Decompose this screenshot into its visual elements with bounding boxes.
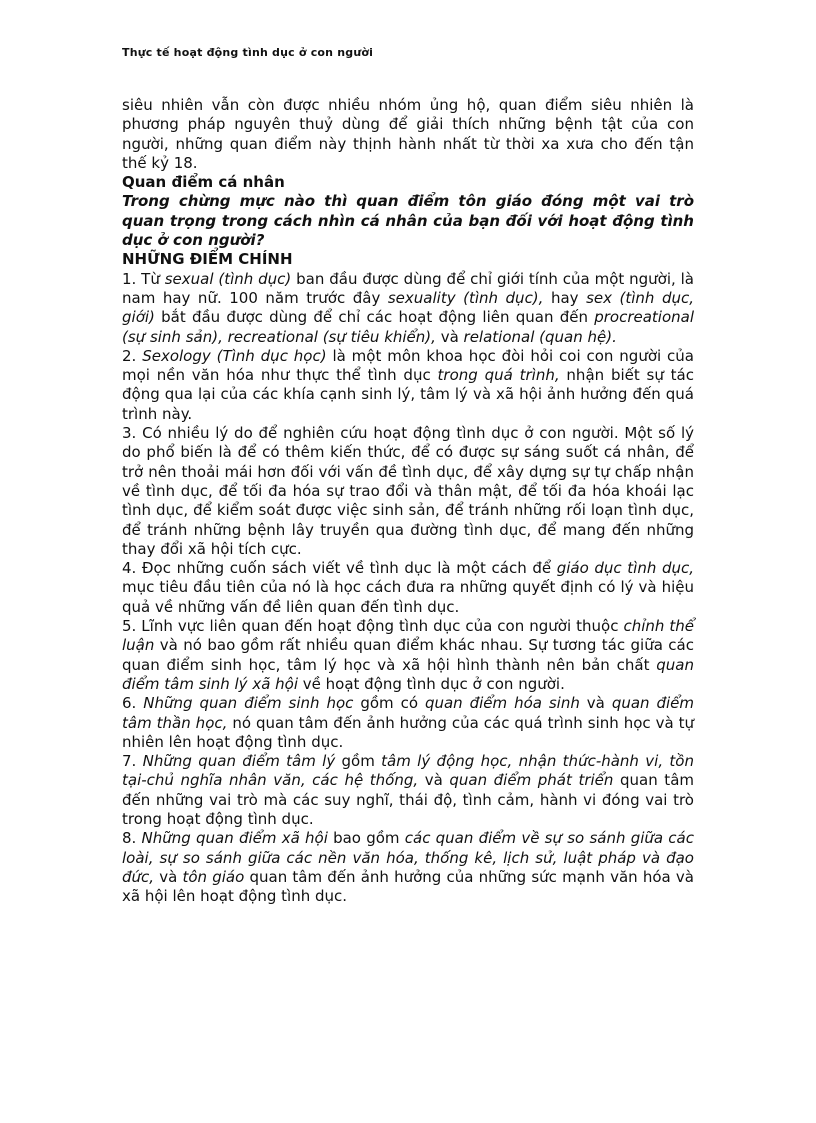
main-point-5: 5. Lĩnh vực liên quan đến hoạt động tình dục của con người thuộc chỉnh thể luận và nó bao gồm rất nhiều quan điểm khác nhau. Sự tương tác giữa các quan điểm sinh học, tâm lý học và xã hội hình thành nên bản chất quan điểm tâm sinh lý xã hội về hoạt động tình dục ở con người. bbox=[122, 617, 695, 693]
intro-paragraph: siêu nhiên vẫn còn được nhiều nhóm ủng hộ, quan điểm siêu nhiên là phương pháp nguyên thuỷ dùng để giải thích những bệnh tật của con người, những quan điểm này thịnh hành nhất từ thời xa xưa cho đến tận thế kỷ 18. bbox=[122, 96, 694, 172]
section-heading-personal: Quan điểm cá nhân bbox=[122, 173, 285, 192]
document-body bbox=[122, 96, 694, 906]
main-point-3: 3. Có nhiều lý do để nghiên cứu hoạt động tình dục ở con người. Một số lý do phổ biến là để có thêm kiến thức, để có được sự sáng suốt cá nhân, để trở nên thoải mái hơn đối với vấn đề tình dục, để xây dựng sự tự chấp nhận về tình dục, để tối đa hóa sự trao đổi và thân mật, để tối đa hóa khoái lạc tình dục, để kiểm soát được việc sinh sản, để tránh những rối loạn tình dục, để tránh những bệnh lây truyền qua đường tình dục, để mang đến những thay đổi xã hội tích cực. bbox=[122, 424, 694, 558]
main-point-7: 7. Những quan điểm tâm lý gồm tâm lý động học, nhận thức-hành vi, tồn tại-chủ nghĩa nhân văn, các hệ thống, và quan điểm phát triển quan tâm đến những vai trò mà các suy nghĩ, thái độ, tình cảm, hành vi đóng vai trò trong hoạt động tình dục. bbox=[122, 752, 694, 828]
main-point-2: 2. Sexology (Tình dục học) là một môn khoa học đòi hỏi coi con người của mọi nền văn hóa như thực thể tình dục trong quá trình, nhận biết sự tác động qua lại của các khía cạnh sinh lý, tâm lý và xã hội ảnh hưởng đến quá trình này. bbox=[122, 346, 695, 423]
reflection-question: Trong chừng mực nào thì quan điểm tôn giáo đóng một vai trò quan trọng trong cách nhìn cá nhân của bạn đối với hoạt động tình dục ở con người? bbox=[122, 192, 694, 250]
main-point-1: 1. Từ sexual (tình dục) ban đầu được dùng để chỉ giới tính của một người, là nam hay nữ. 100 năm trước đây sexuality (tình dục), hay sex (tình dục, giới) bắt đầu được dùng để chỉ các hoạt động liên quan đến procreational (sự sinh sản), recreational (sự tiêu khiển), và relational (quan hệ). bbox=[122, 269, 694, 346]
main-point-6: 6. Những quan điểm sinh học gồm có quan điểm hóa sinh và quan điểm tâm thần học, nó quan tâm đến ảnh hưởng của các quá trình sinh học và tự nhiên lên hoạt động tình dục. bbox=[122, 694, 694, 751]
main-point-8: 8. Những quan điểm xã hội bao gồm các quan điểm về sự so sánh giữa các loài, sự so sánh giữa các nền văn hóa, thống kê, lịch sử, luật pháp và đạo đức, và tôn giáo quan tâm đến ảnh hưởng của những sức mạnh văn hóa và xã hội lên hoạt động tình dục. bbox=[122, 829, 694, 906]
main-point-4: 4. Đọc những cuốn sách viết về tình dục là một cách để giáo dục tình dục, mục tiêu đầu tiên của nó là học cách đưa ra những quyết định có lý và hiệu quả về những vấn đề liên quan đến tình dục. bbox=[122, 559, 694, 616]
section-heading-main-points: NHỮNG ĐIỂM CHÍNH bbox=[122, 250, 293, 269]
running-header: Thực tế hoạt động tình dục ở con người bbox=[122, 46, 374, 59]
